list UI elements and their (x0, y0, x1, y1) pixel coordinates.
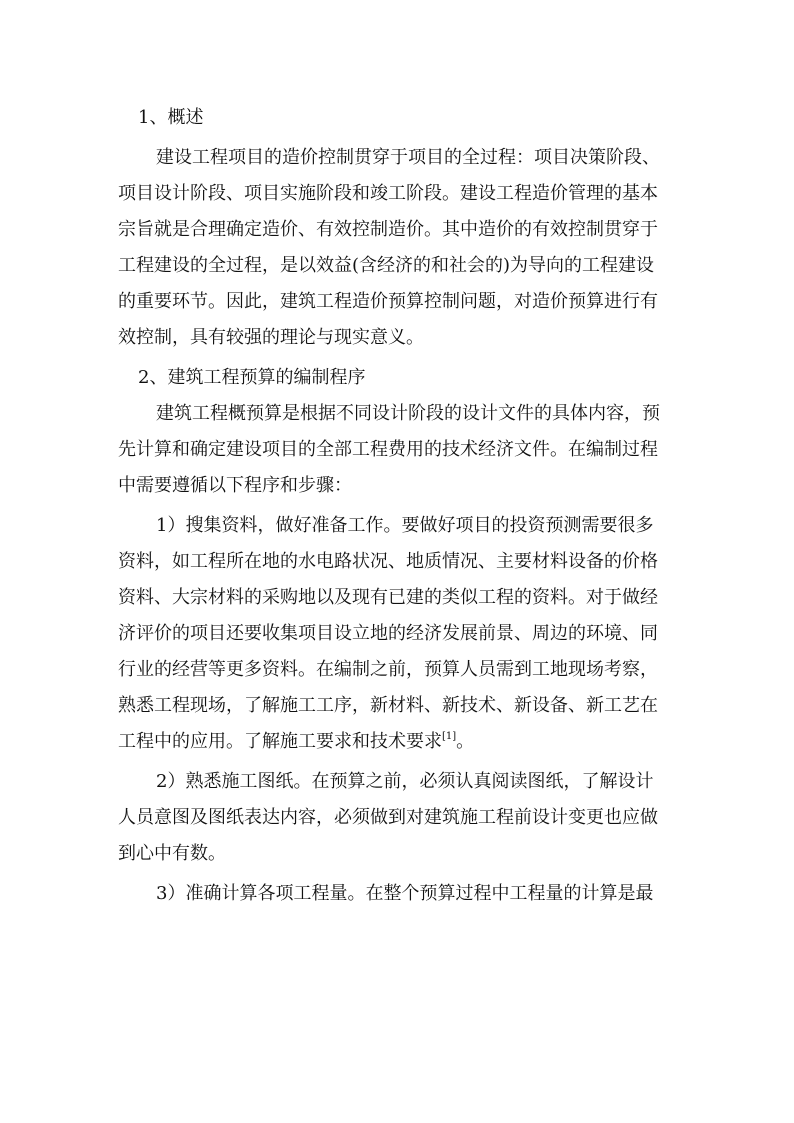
text-line: 工程建设的全过程，是以效益(含经济的和社会的)为导向的工程建设 (118, 255, 655, 276)
text-line: 先计算和确定建设项目的全部工程费用的技术经济文件。在编制过程 (118, 439, 658, 460)
text-fragment: 。 (456, 731, 475, 752)
text-line: 宗旨就是合理确定造价、有效控制造价。其中造价的有效控制贯穿于 (118, 219, 658, 240)
text-line: 建设工程项目的造价控制贯穿于项目的全过程：项目决策阶段、 (156, 147, 660, 168)
citation-reference: [1] (442, 731, 457, 742)
text-line: 到心中有数。 (118, 843, 226, 864)
text-line: 资料、大宗材料的采购地以及现有已建的类似工程的资料。对于做经 (118, 587, 658, 608)
text-line: 3）准确计算各项工程量。在整个预算过程中工程量的计算是最 (156, 883, 654, 904)
text-line: 中需要遵循以下程序和步骤： (118, 475, 352, 496)
text-line: 人员意图及图纸表达内容，必须做到对建筑施工程前设计变更也应做 (118, 807, 658, 828)
paragraph-step-3 (118, 876, 678, 912)
text-line: 熟悉工程现场，了解施工工序，新材料、新技术、新设备、新工艺在 (118, 695, 658, 716)
text-line: 资料，如工程所在地的水电路状况、地质情况、主要材料设备的价格 (118, 551, 658, 572)
text-line: 济评价的项目还要收集项目设立地的经济发展前景、周边的环境、同 (118, 623, 658, 644)
text-line: 1）搜集资料，做好准备工作。要做好项目的投资预测需要很多 (156, 515, 654, 536)
text-line: 效控制，具有较强的理论与现实意义。 (118, 327, 424, 348)
paragraph-procedure-intro (118, 396, 678, 504)
text-line (118, 724, 678, 760)
text-line: 建筑工程概预算是根据不同设计阶段的设计文件的具体内容，预 (156, 403, 660, 424)
paragraph-step-2 (118, 764, 678, 872)
paragraph-step-1 (118, 508, 678, 760)
paragraph-overview (118, 140, 678, 356)
text-line: 项目设计阶段、项目实施阶段和竣工阶段。建设工程造价管理的基本 (118, 183, 658, 204)
section-heading-procedure: 2、建筑工程预算的编制程序 (138, 367, 366, 388)
text-line: 的重要环节。因此，建筑工程造价预算控制问题，对造价预算进行有 (118, 291, 658, 312)
text-fragment: 工程中的应用。了解施工要求和技术要求 (118, 731, 442, 752)
text-line: 2）熟悉施工图纸。在预算之前，必须认真阅读图纸，了解设计 (156, 771, 654, 792)
text-line: 行业的经营等更多资料。在编制之前，预算人员需到工地现场考察， (118, 659, 658, 680)
document-body (118, 100, 678, 912)
section-heading-overview: 1、概述 (138, 107, 204, 128)
